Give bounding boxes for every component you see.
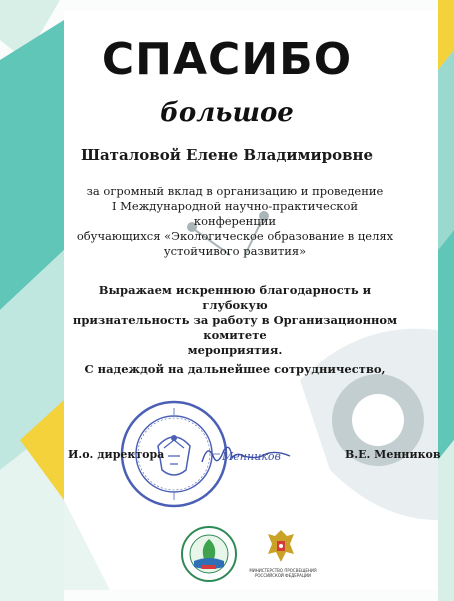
contribution-line: обучающихся «Экологическое образование в целях (76, 229, 394, 243)
recipient-name: Шаталовой Елене Владимировне (80, 146, 374, 164)
certificate-subtitle: большое (160, 98, 294, 128)
signer-name: В.Е. Менников (345, 448, 441, 461)
gratitude-line: Выражаем искреннюю благодарность и глубокую (98, 283, 372, 312)
russian-emblem-icon (256, 526, 306, 566)
gratitude-line: мероприятия. (187, 343, 283, 357)
eco-conference-logo-icon (180, 525, 238, 583)
signer-title: И.о. директора (68, 448, 165, 461)
signature-mark (196, 440, 296, 470)
gratitude-text (70, 283, 400, 358)
contribution-line: за огромный вклад в организацию и проведение (86, 184, 384, 198)
gratitude-line: признательность за работу в Организационном комитете (72, 313, 398, 342)
signature-text: Менников (222, 450, 281, 463)
certificate-title: СПАСИБО (101, 34, 353, 85)
contribution-text (70, 184, 400, 259)
ministry-caption: МИНИСТЕРСТВО ПРОСВЕЩЕНИЯ РОССИЙСКОЙ ФЕДЕРАЦИИ (249, 568, 317, 578)
contribution-line: устойчивого развития» (163, 244, 307, 258)
contribution-line: I Международной научно-практической конференции (111, 199, 359, 228)
closing-text: С надеждой на дальнейшее сотрудничество, (84, 362, 386, 376)
